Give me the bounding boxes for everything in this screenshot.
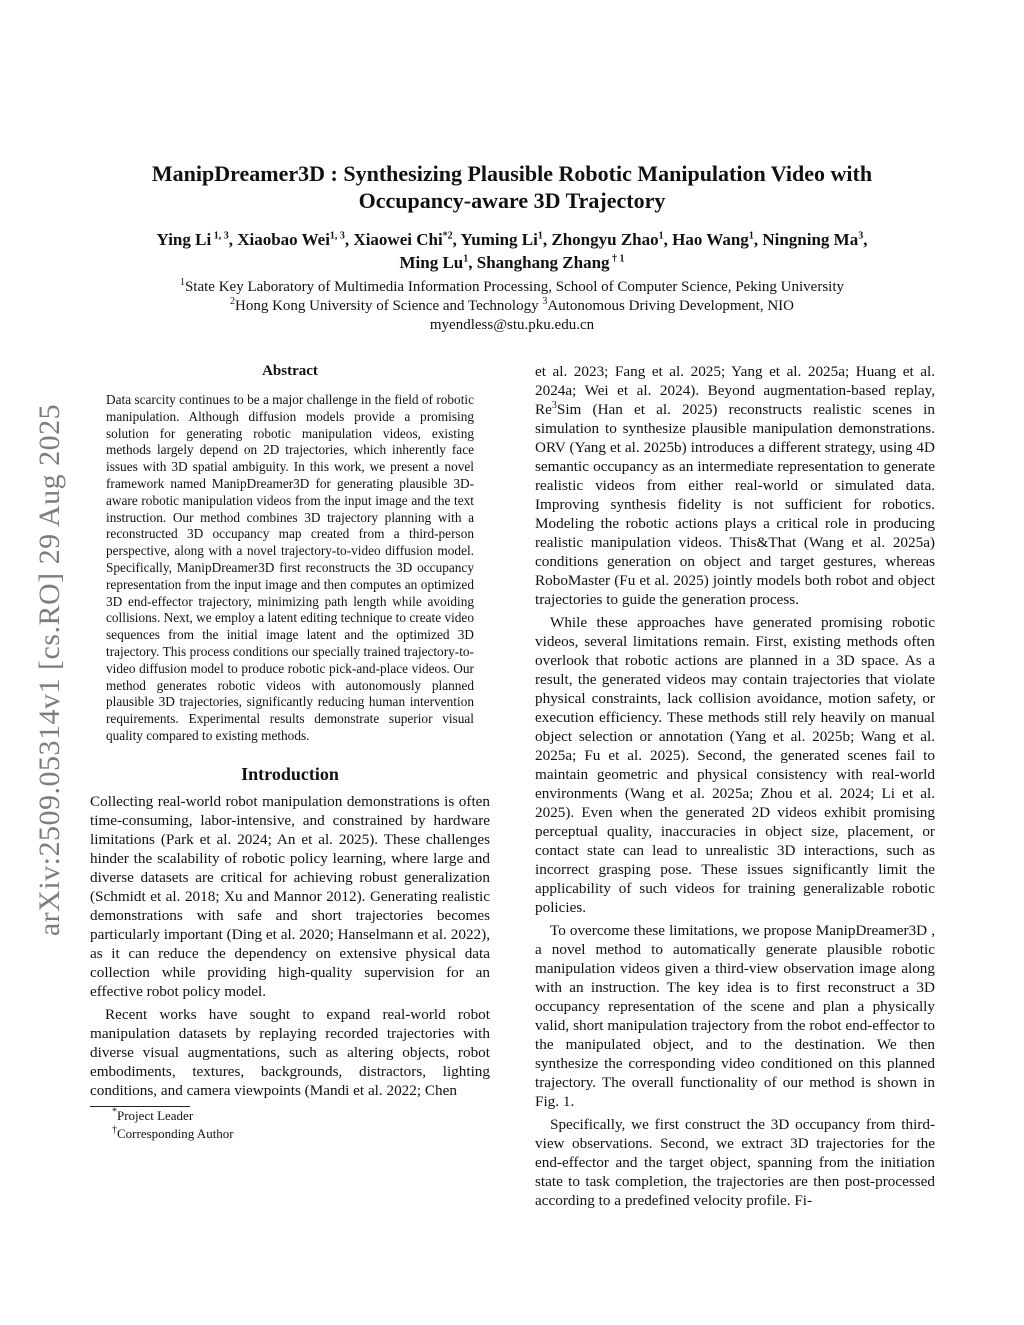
author-name: Ming Lu xyxy=(399,253,464,272)
author-name: Ying Li xyxy=(156,230,212,249)
author-name: Zhongyu Zhao xyxy=(551,230,659,249)
affiliation-1: $^1$State Key Laboratory of Multimedia Information Processing, School of Computer Science, Peking University xyxy=(179,277,845,295)
author-line-2: Ming Lu$^1$, Shanghang Zhang $^{\dagger 1}$ xyxy=(399,253,625,272)
author-line-1: Ying Li $^{1, 3}$, Xiaobao Wei$^{1, 3}$, Xiaowei Chi$^{*2}$, Yuming Li$^1$, Zhongyu Zhao$^1$, Hao Wang$^1$, Ningning Ma$^3$, xyxy=(156,230,868,249)
author-affil-sup: 1 xyxy=(463,253,469,265)
introduction-heading: Introduction xyxy=(241,763,339,784)
author-affil-sup: 1, 3 xyxy=(211,230,229,242)
author-name: Xiaowei Chi xyxy=(353,230,443,249)
paper-title xyxy=(80,160,944,214)
author-affil-sup: 1 xyxy=(537,230,543,242)
intro-paragraph: Collecting real-world robot manipulation demonstrations is often time-consuming, labor-intensive, and constrained by hardware limitations (Park et al. 2024; An et al. 2025). These challenges hinder the scalability of robotic policy learning, where large and diverse datasets are critical for achieving robust generalization (Schmidt et al. 2018; Xu and Mannor 2012). Generating realistic demonstrations with safe and short trajectories becomes particularly important (Ding et al. 2020; Hanselmann et al. 2022), as it can reduce the dependency on extensive physical data collection while providing high-quality supervision for an effective robot policy model. xyxy=(90,792,490,1000)
abstract-heading: Abstract xyxy=(262,363,318,379)
body-paragraph: et al. 2023; Fang et al. 2025; Yang et al. 2025a; Huang et al. 2024a; Wei et al. 2024). Beyond augmentation-based replay, Re$^3$Sim (Han et al. 2025) reconstructs realistic scenes in simulation to synthesize plausible manipulation demonstrations. ORV (Yang et al. 2025b) introduces a different strategy, using 4D semantic occupancy as an intermediate representation to generate realistic videos from either real-world or simulated data. Improving synthesis fidelity is not sufficient for robotics. Modeling the robotic actions plays a critical role in producing realistic manipulation videos. This&That (Wang et al. 2025a) conditions generation on object and target gestures, whereas RoboMaster (Fu et al. 2025) jointly models both robot and object trajectories to guide the generation process. xyxy=(535,363,935,608)
author-name: Yuming Li xyxy=(460,230,538,249)
author-affil-sup: 1 xyxy=(748,230,754,242)
contact-email[interactable]: myendless@stu.pku.edu.cn xyxy=(429,317,595,333)
right-column xyxy=(535,362,935,1214)
author-affil-sup: 1 xyxy=(658,230,664,242)
author-affil-sup: 3 xyxy=(858,230,864,242)
title-line-1: ManipDreamer3D : Synthesizing Plausible Robotic Manipulation Video with xyxy=(151,161,873,186)
author-list xyxy=(80,228,944,274)
author-name: Ningning Ma xyxy=(762,230,859,249)
intro-paragraph: Recent works have sought to expand real-world robot manipulation datasets by replaying recorded trajectories with diverse visual augmentations, such as altering objects, robot embodiments, textures, backgrounds, distractors, lighting conditions, and camera viewpoints (Mandi et al. 2022; Chen xyxy=(90,1005,490,1099)
arxiv-identifier: arXiv:2509.05314v1 [cs.RO] 29 Aug 2025 xyxy=(33,403,66,937)
arxiv-sidebar xyxy=(30,370,70,970)
affiliation-2-3: $^2$Hong Kong University of Science and Technology $^3$Autonomous Driving Development, NIO xyxy=(229,296,794,314)
footnote-project-leader: *Project Leader xyxy=(112,1106,194,1123)
title-line-2: Occupancy-aware 3D Trajectory xyxy=(358,188,666,213)
author-name: Hao Wang xyxy=(672,230,749,249)
footnote-corresponding-author: †Corresponding Author xyxy=(112,1124,234,1141)
author-affil-sup: 1, 3 xyxy=(329,230,345,242)
affiliations xyxy=(80,278,944,335)
author-name: Shanghang Zhang xyxy=(476,253,610,272)
body-paragraph: While these approaches have generated promising robotic videos, several limitations remain. First, existing methods often overlook that robotic actions are planned in a 3D space. As a result, the generated videos may contain trajectories that violate physical constraints, lack collision avoidance, motion safety, or execution efficiency. These methods still rely heavily on manual object selection or annotation (Yang et al. 2025b; Wang et al. 2025a; Fu et al. 2025). Second, the generated scenes fail to maintain geometric and physical consistency with real-world environments (Wang et al. 2025a; Zhou et al. 2024; Li et al. 2025). Even when the generated 2D videos exhibit promising perceptual quality, inaccuracies in object size, placement, or contact state can lead to unrealistic 3D interactions, such as incorrect grasping pose. These issues significantly limit the applicability of such videos for training generalizable robotic policies. xyxy=(535,614,935,916)
left-column xyxy=(90,362,490,1143)
author-name: Xiaobao Wei xyxy=(237,230,330,249)
abstract-text: Data scarcity continues to be a major challenge in the field of robotic manipulation. Although diffusion models provide a promising solution for generating robotic manipulation videos, existing methods largely depend on 2D trajectories, which inherently face issues with 3D spatial ambiguity. In this work, we present a novel framework named ManipDreamer3D for generating plausible 3D-aware robotic manipulation videos from the input image and the text instruction. Our method combines 3D trajectory planning with a reconstructed 3D occupancy map created from a third-person perspective, along with a novel trajectory-to-video diffusion model. Specifically, ManipDreamer3D first reconstructs the 3D occupancy representation from the input image and then computes an optimized 3D end-effector trajectory, minimizing path length while avoiding collisions. Next, we employ a latent editing technique to create video sequences from the initial image latent and the optimized 3D trajectory. This process conditions our specially trained trajectory-to-video diffusion model to produce robotic pick-and-place videos. Our method generates robotic videos with autonomously planned plausible 3D trajectories, significantly reducing human intervention requirements. Experimental results demonstrate superior visual quality compared to existing methods. xyxy=(106,392,474,743)
body-paragraph: Specifically, we first construct the 3D occupancy from third-view observations. Second, we extract 3D trajectories for the end-effector and the target object, spanning from the initiation state to task completion, the trajectories are then post-processed according to a predefined velocity profile. Fi- xyxy=(535,1116,935,1209)
paper-header xyxy=(80,160,944,335)
author-affil-sup: *2 xyxy=(442,230,453,242)
author-affil-sup: † 1 xyxy=(609,253,625,265)
body-paragraph: To overcome these limitations, we propose ManipDreamer3D , a novel method to automatically generate plausible robotic manipulation videos given a third-view observation image along with an instruction. The key idea is to first reconstruct a 3D occupancy representation of the scene and plan a physically valid, short manipulation trajectory from the robot end-effector to the manipulated object, and to the destination. We then synthesize the corresponding video conditioned on this planned trajectory. The overall functionality of our method is shown in Fig. 1. xyxy=(535,922,935,1110)
